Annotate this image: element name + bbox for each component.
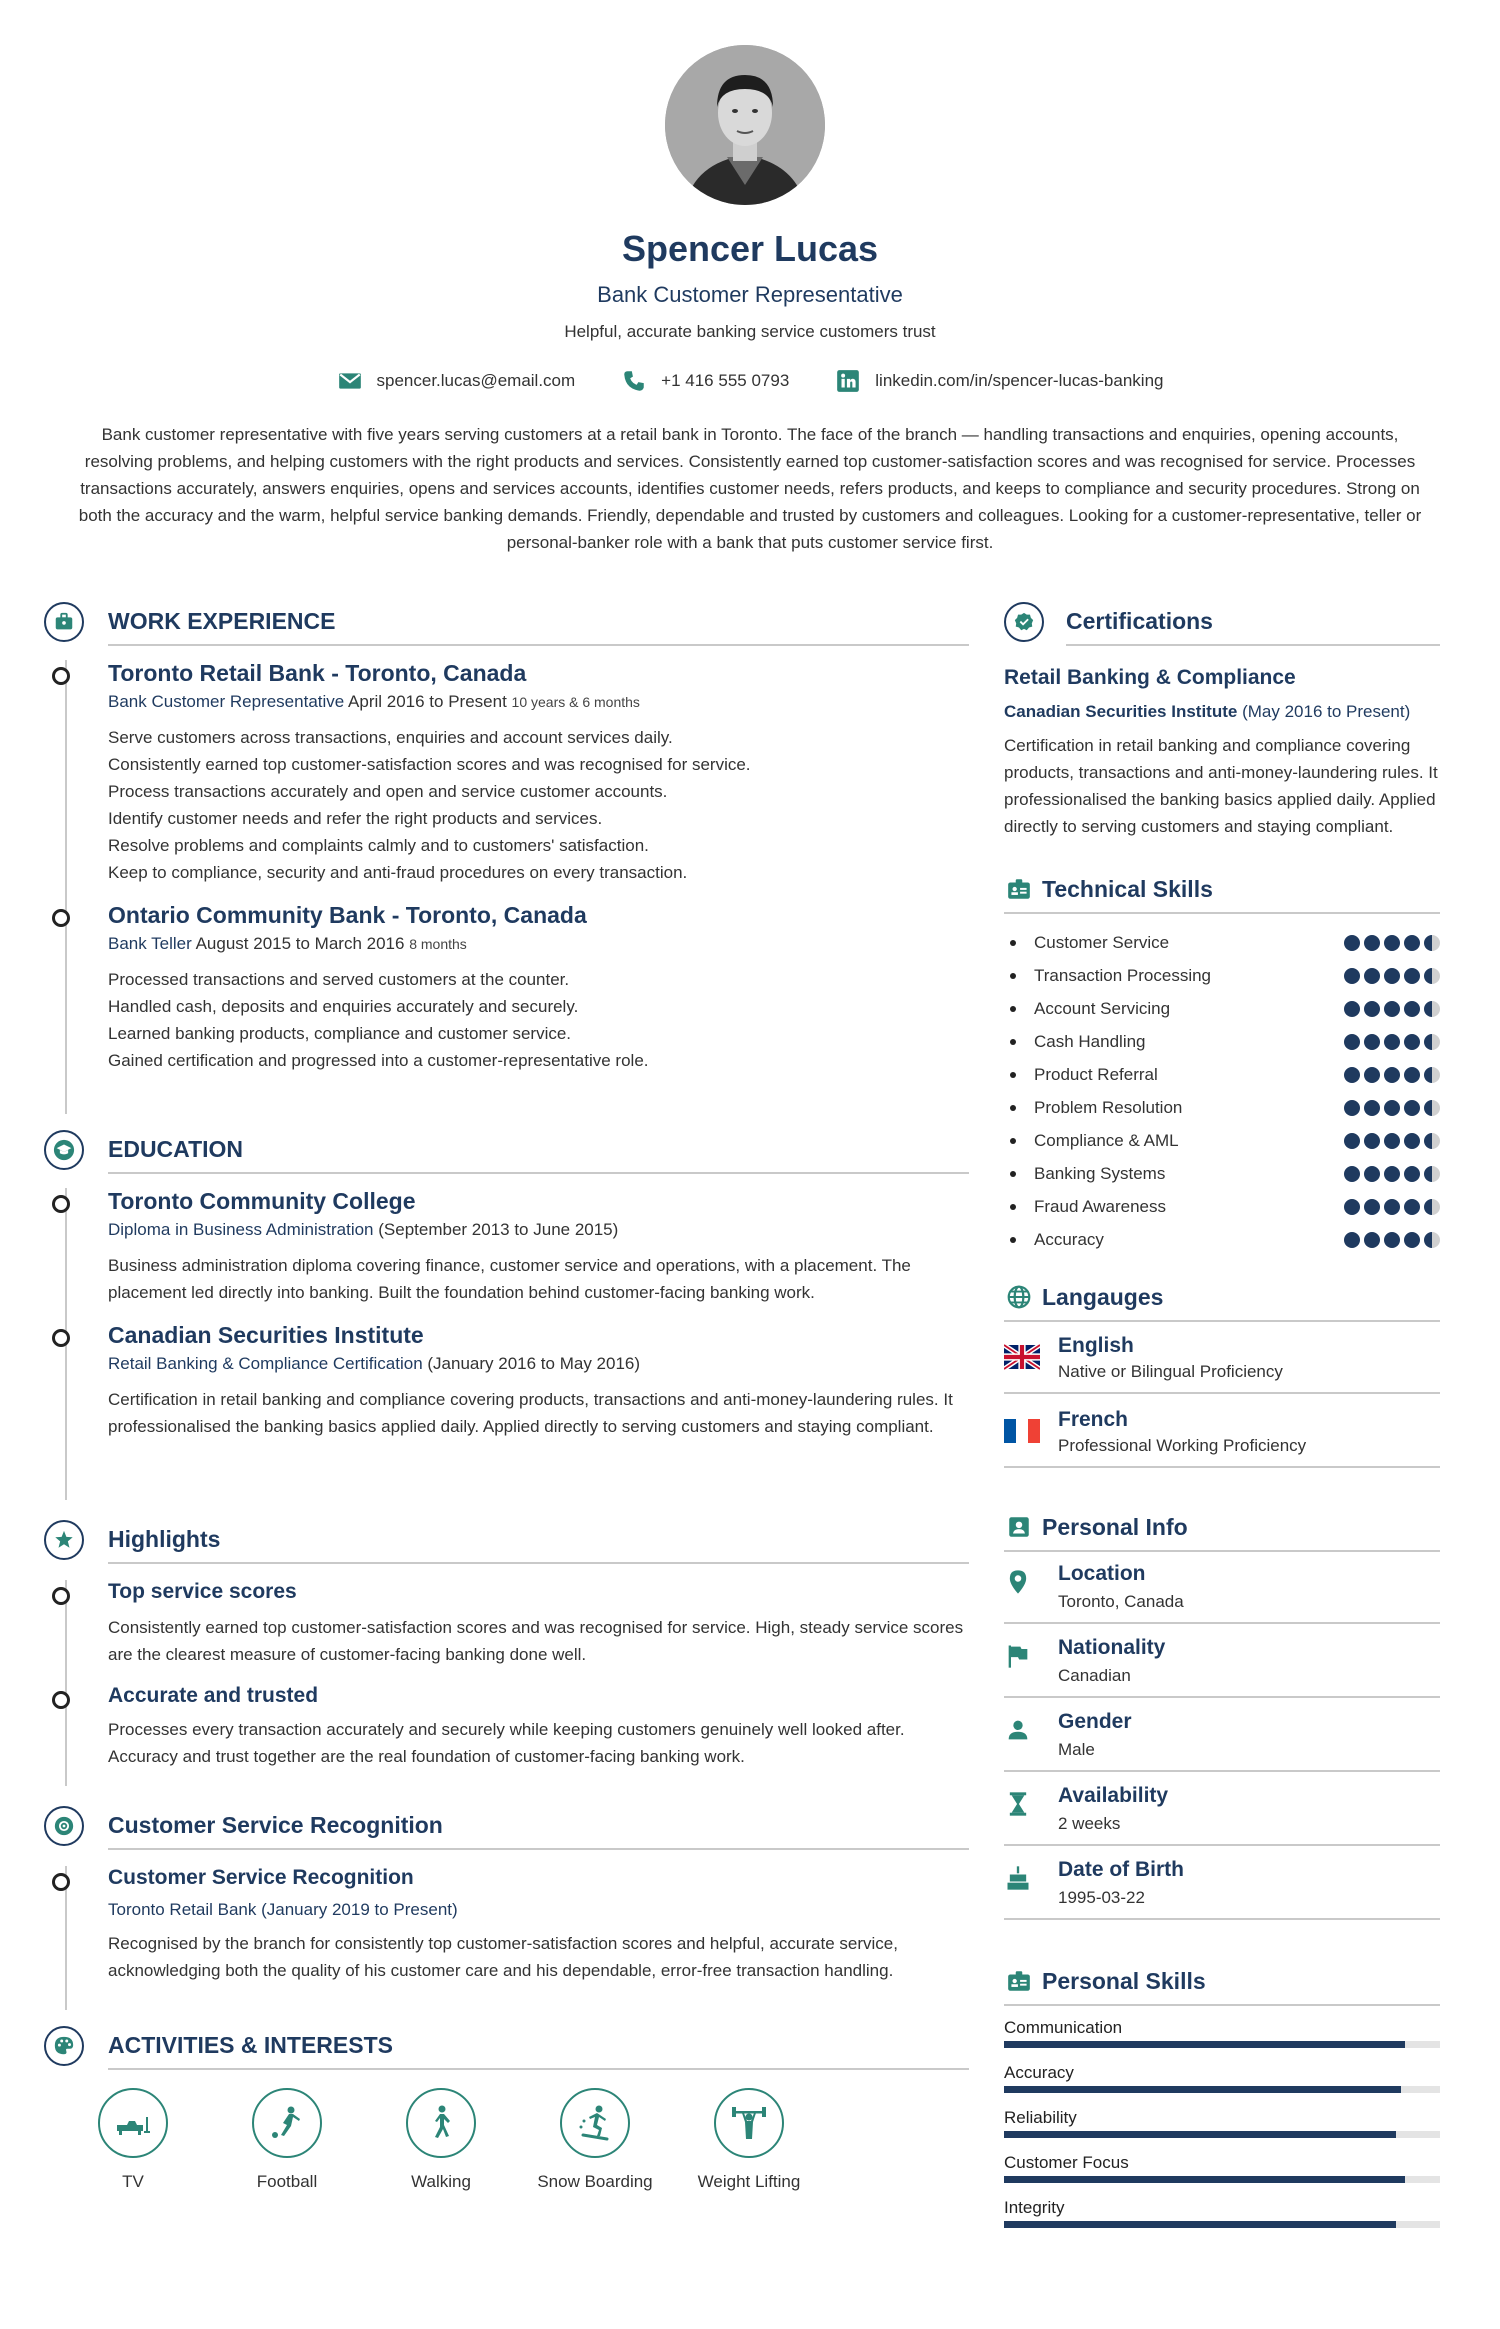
activity-item (518, 2088, 672, 2192)
education-meta (108, 1354, 969, 1374)
timeline-dot (52, 667, 70, 685)
language-level: Professional Working Proficiency (1058, 1436, 1307, 1455)
duty-item: Handled cash, deposits and enquiries accurately and securely. (108, 997, 579, 1016)
rating-dot (1344, 1034, 1360, 1050)
skill-bar-fill (1004, 2131, 1396, 2138)
personal-info-item (1004, 1698, 1440, 1772)
section-title: WORK EXPERIENCE (108, 608, 336, 634)
contact-card-icon (1004, 1512, 1034, 1542)
section-title: Personal Skills (1042, 1968, 1206, 1994)
rating-dot (1364, 1001, 1380, 1017)
profile-photo (665, 45, 825, 205)
divider (108, 1562, 969, 1564)
certification-org: Canadian Securities Institute (1004, 702, 1238, 721)
degree: Retail Banking & Compliance Certification (108, 1354, 423, 1373)
skill-bar-fill (1004, 2041, 1405, 2048)
info-label: Date of Birth (1058, 1858, 1184, 1881)
weight-lifting-icon (714, 2088, 784, 2158)
activity-label: Football (256, 2172, 318, 2191)
job-dates: August 2015 to March 2016 (195, 934, 405, 953)
skill-rating (1344, 1100, 1440, 1116)
skill-row (1004, 1223, 1440, 1256)
rating-dot (1344, 935, 1360, 951)
divider (1004, 2004, 1440, 2006)
certificate-badge-icon (1004, 602, 1044, 642)
rating-dot (1344, 1199, 1360, 1215)
email-contact[interactable] (337, 368, 576, 394)
highlight-text: Consistently earned top customer-satisfaction scores and was recognised for service. High, steady service scores are the clearest measure of customer-facing banking done well. (108, 1618, 964, 1664)
job-duration: 8 months (409, 936, 467, 952)
rating-dot (1404, 1133, 1420, 1149)
rating-dot (1424, 1199, 1440, 1215)
company-name: Ontario Community Bank - Toronto, Canada (108, 902, 587, 928)
rating-dot (1384, 1232, 1400, 1248)
personal-skill (1004, 2198, 1440, 2229)
duty-item: Resolve problems and complaints calmly and to customers' satisfaction. (108, 836, 649, 855)
certification-meta (1004, 702, 1440, 722)
skill-name: Account Servicing (1004, 999, 1170, 1019)
skill-row (1004, 926, 1440, 959)
highlight-text: Processes every transaction accurately and securely while keeping customers genuinely well looked after. Accuracy and trust together are the real foundation of customer-facing banking work. (108, 1720, 905, 1766)
rating-dot (1364, 1166, 1380, 1182)
flag-icon (1004, 1642, 1032, 1670)
personal-skill (1004, 2108, 1440, 2139)
rating-dot (1364, 1232, 1380, 1248)
uk-flag-icon (1004, 1344, 1040, 1370)
activity-item (672, 2088, 826, 2192)
info-value: 2 weeks (1058, 1814, 1121, 1833)
duty-item: Gained certification and progressed into a customer-representative role. (108, 1051, 649, 1070)
rating-dot (1384, 1067, 1400, 1083)
education-entry (108, 1188, 969, 1306)
job-dates: April 2016 to Present (348, 692, 507, 711)
recognition-org: Toronto Retail Bank (108, 1900, 257, 1919)
highlights-section (44, 1520, 969, 1786)
skill-name: Fraud Awareness (1004, 1197, 1166, 1217)
recognition-entry (108, 1866, 969, 1984)
timeline-dot (52, 909, 70, 927)
activity-item (56, 2088, 210, 2192)
personal-skill (1004, 2063, 1440, 2094)
school-name: Canadian Securities Institute (108, 1322, 424, 1348)
rating-dot (1364, 968, 1380, 984)
duty-item: Process transactions accurately and open and service customer accounts. (108, 782, 668, 801)
rating-dot (1424, 1133, 1440, 1149)
rating-dot (1384, 1100, 1400, 1116)
divider (108, 2068, 969, 2070)
rating-dot (1404, 1034, 1420, 1050)
divider (108, 1848, 969, 1850)
duty-item: Identify customer needs and refer the right products and services. (108, 809, 603, 828)
job-meta (108, 934, 969, 954)
education-entry (108, 1322, 969, 1440)
star-badge-icon (44, 1520, 84, 1560)
languages-section (1004, 1276, 1440, 1468)
personal-skill-name: Communication (1004, 2018, 1123, 2037)
skill-name: Transaction Processing (1004, 966, 1211, 986)
info-label: Gender (1058, 1710, 1132, 1733)
section-title: ACTIVITIES & INTERESTS (108, 2032, 393, 2058)
skill-row (1004, 1124, 1440, 1157)
personal-info-item (1004, 1772, 1440, 1846)
rating-dot (1344, 1067, 1360, 1083)
profile-summary: Bank customer representative with five years serving customers at a retail bank in Toronto. The face of the branch — handling transactions and enquiries, opening accounts, resolving problems, and helping customers with the right products and services. Consistently earned top customer-satisfaction scores and was recognised for service. Processes transactions accurately, answers enquiries, opens and services accounts, identifies customer needs, refers products, and keeps to compliance and security procedures. Strong on both the accuracy and the warm, helpful service banking demands. Friendly, dependable and trusted by customers and colleagues. Looking for a customer-representative, teller or personal-banker role with a bank that puts customer service first. (78, 425, 1422, 552)
section-title: EDUCATION (108, 1136, 244, 1162)
rating-dot (1344, 1232, 1360, 1248)
education-section (44, 1130, 969, 1500)
award-icon (44, 1806, 84, 1846)
company-name: Toronto Retail Bank - Toronto, Canada (108, 660, 527, 686)
skill-row (1004, 1058, 1440, 1091)
highlight-entry (108, 1684, 969, 1770)
job-title: Bank Customer Representative (597, 282, 903, 307)
personal-info-section (1004, 1506, 1440, 1920)
skill-rating (1344, 1034, 1440, 1050)
skill-row (1004, 959, 1440, 992)
activity-label: Walking (411, 2172, 471, 2191)
person-icon (1004, 1716, 1032, 1744)
language-item (1004, 1394, 1440, 1468)
rating-dot (1404, 1067, 1420, 1083)
right-column (1004, 602, 1440, 2229)
rating-dot (1404, 1001, 1420, 1017)
skill-bar (1004, 2041, 1440, 2048)
recognition-meta (108, 1900, 969, 1920)
rating-dot (1424, 935, 1440, 951)
highlight-title: Accurate and trusted (108, 1684, 319, 1707)
rating-dot (1424, 1232, 1440, 1248)
france-flag-icon (1004, 1418, 1040, 1444)
info-value: Canadian (1058, 1666, 1131, 1685)
snowboarding-icon (560, 2088, 630, 2158)
tagline: Helpful, accurate banking service customers trust (564, 322, 936, 341)
education-meta (108, 1220, 969, 1240)
skill-rating (1344, 1133, 1440, 1149)
rating-dot (1344, 1133, 1360, 1149)
palette-icon (44, 2026, 84, 2066)
degree: Diploma in Business Administration (108, 1220, 374, 1239)
email-text[interactable]: spencer.lucas@email.com (376, 371, 576, 390)
skill-name: Compliance & AML (1004, 1131, 1179, 1151)
rating-dot (1344, 1100, 1360, 1116)
timeline-dot (52, 1195, 70, 1213)
linkedin-icon (835, 368, 861, 394)
education-description: Certification in retail banking and compliance covering products, transactions and anti-money-laundering rules. It professionalised the banking basics applied daily. Applied directly to serving customers and staying compliant. (108, 1390, 953, 1436)
personal-info-item (1004, 1550, 1440, 1624)
skill-row (1004, 992, 1440, 1025)
recognition-title: Customer Service Recognition (108, 1866, 414, 1889)
job-role: Bank Teller (108, 934, 192, 953)
timeline-line (65, 1580, 67, 1786)
language-name: English (1058, 1334, 1134, 1357)
info-label: Nationality (1058, 1636, 1166, 1659)
tv-icon (98, 2088, 168, 2158)
walking-icon (406, 2088, 476, 2158)
skill-row (1004, 1025, 1440, 1058)
education-description: Business administration diploma covering finance, customer service and operations, with a placement. The placement led directly into banking. Built the foundation behind customer-facing banking work. (108, 1256, 911, 1302)
rating-dot (1384, 968, 1400, 984)
language-name: French (1058, 1408, 1129, 1431)
rating-dot (1364, 1199, 1380, 1215)
timeline-dot (52, 1329, 70, 1347)
rating-dot (1424, 1001, 1440, 1017)
skill-rating (1344, 968, 1440, 984)
certification-dates: (May 2016 to Present) (1242, 702, 1411, 721)
activity-item (210, 2088, 364, 2192)
rating-dot (1364, 1100, 1380, 1116)
activity-label: Snow Boarding (537, 2172, 653, 2191)
skill-bar (1004, 2176, 1440, 2183)
skill-name: Problem Resolution (1004, 1098, 1182, 1118)
contact-bar (0, 368, 1500, 394)
linkedin-text[interactable]: linkedin.com/in/spencer-lucas-banking (875, 371, 1164, 390)
skill-bar (1004, 2086, 1440, 2093)
duty-item: Processed transactions and served customers at the counter. (108, 970, 570, 989)
section-title: Certifications (1066, 608, 1213, 634)
rating-dot (1404, 1166, 1420, 1182)
personal-skill-name: Reliability (1004, 2108, 1077, 2127)
job-duration: 10 years & 6 months (511, 694, 640, 710)
info-label: Location (1058, 1562, 1146, 1585)
timeline-dot (52, 1873, 70, 1891)
job-duties (108, 966, 969, 1074)
linkedin-contact[interactable] (835, 368, 1163, 394)
certification-title: Retail Banking & Compliance (1004, 666, 1296, 689)
certification-text: Certification in retail banking and compliance covering products, transactions and anti-money-laundering rules. It professionalised the banking basics applied daily. Applied directly to serving customers and staying compliant. (1004, 736, 1438, 836)
skill-rating (1344, 1001, 1440, 1017)
id-badge-icon (1004, 874, 1034, 904)
activities-section (44, 2026, 969, 2192)
education-dates: (January 2016 to May 2016) (427, 1354, 641, 1373)
football-icon (252, 2088, 322, 2158)
rating-dot (1404, 935, 1420, 951)
globe-icon (1004, 1282, 1034, 1312)
school-name: Toronto Community College (108, 1188, 416, 1214)
rating-dot (1424, 968, 1440, 984)
skill-row (1004, 1190, 1440, 1223)
phone-text[interactable]: +1 416 555 0793 (661, 371, 790, 390)
duty-item: Keep to compliance, security and anti-fraud procedures on every transaction. (108, 863, 688, 882)
activity-label: Weight Lifting (697, 2172, 801, 2191)
rating-dot (1364, 1034, 1380, 1050)
technical-skills-list (1004, 926, 1440, 1256)
rating-dot (1384, 1001, 1400, 1017)
rating-dot (1384, 1034, 1400, 1050)
skill-name: Cash Handling (1004, 1032, 1146, 1052)
rating-dot (1344, 968, 1360, 984)
rating-dot (1424, 1067, 1440, 1083)
personal-skills-section (1004, 1960, 1440, 2229)
phone-contact[interactable] (621, 368, 789, 394)
skill-bar (1004, 2131, 1440, 2138)
rating-dot (1404, 968, 1420, 984)
personal-skill-name: Integrity (1004, 2198, 1065, 2217)
duty-item: Consistently earned top customer-satisfaction scores and was recognised for service. (108, 755, 751, 774)
recognition-text: Recognised by the branch for consistently top customer-satisfaction scores and helpful, accurate service, acknowledging both the quality of his customer care and his dependable, error-free transaction handling. (108, 1934, 898, 1980)
skill-bar-fill (1004, 2176, 1405, 2183)
timeline-dot (52, 1691, 70, 1709)
duty-item: Serve customers across transactions, enquiries and account services daily. (108, 728, 673, 747)
divider (108, 644, 969, 646)
education-dates: (September 2013 to June 2015) (378, 1220, 619, 1239)
rating-dot (1364, 1133, 1380, 1149)
section-title: Customer Service Recognition (108, 1812, 443, 1838)
rating-dot (1384, 935, 1400, 951)
personal-skill (1004, 2153, 1440, 2184)
personal-info-item (1004, 1846, 1440, 1920)
email-icon (337, 368, 363, 394)
section-title: Langauges (1042, 1284, 1164, 1310)
skill-rating (1344, 1166, 1440, 1182)
recognition-dates: (January 2019 to Present) (261, 1900, 458, 1919)
job-role: Bank Customer Representative (108, 692, 345, 711)
skill-name: Product Referral (1004, 1065, 1158, 1085)
skill-bar-fill (1004, 2221, 1396, 2228)
rating-dot (1384, 1133, 1400, 1149)
skill-name: Accuracy (1004, 1230, 1104, 1250)
info-label: Availability (1058, 1784, 1169, 1807)
personal-info-item (1004, 1624, 1440, 1698)
job-duties (108, 724, 969, 886)
rating-dot (1364, 935, 1380, 951)
work-experience-section (44, 602, 969, 1114)
rating-dot (1404, 1199, 1420, 1215)
certifications-section (1004, 602, 1440, 840)
personal-skill-name: Customer Focus (1004, 2153, 1129, 2172)
section-title: Highlights (108, 1526, 221, 1552)
rating-dot (1424, 1034, 1440, 1050)
graduation-cap-icon (44, 1130, 84, 1170)
personal-skill (1004, 2018, 1440, 2049)
activity-item (364, 2088, 518, 2192)
cake-icon (1004, 1864, 1032, 1892)
job-entry (108, 660, 969, 886)
activities-list (44, 2088, 969, 2192)
skill-rating (1344, 1232, 1440, 1248)
rating-dot (1384, 1199, 1400, 1215)
recognition-section (44, 1806, 969, 2010)
personal-skills-list (1004, 2018, 1440, 2229)
divider (108, 1172, 969, 1174)
skill-rating (1344, 935, 1440, 951)
divider (1004, 912, 1440, 914)
hourglass-icon (1004, 1790, 1032, 1818)
id-badge-icon (1004, 1966, 1034, 1996)
skill-rating (1344, 1199, 1440, 1215)
skill-name: Banking Systems (1004, 1164, 1165, 1184)
location-pin-icon (1004, 1568, 1032, 1596)
highlight-title: Top service scores (108, 1580, 297, 1603)
duty-item: Learned banking products, compliance and customer service. (108, 1024, 572, 1043)
job-entry (108, 902, 969, 1074)
highlight-entry (108, 1580, 969, 1668)
candidate-name: Spencer Lucas (621, 228, 879, 269)
info-value: 1995-03-22 (1058, 1888, 1145, 1907)
rating-dot (1344, 1166, 1360, 1182)
job-meta (108, 692, 969, 712)
skill-row (1004, 1157, 1440, 1190)
rating-dot (1424, 1100, 1440, 1116)
rating-dot (1384, 1166, 1400, 1182)
skill-bar-fill (1004, 2086, 1401, 2093)
info-value: Male (1058, 1740, 1095, 1759)
avatar (665, 45, 825, 205)
language-item (1004, 1320, 1440, 1394)
skill-row (1004, 1091, 1440, 1124)
skill-name: Customer Service (1004, 933, 1169, 953)
rating-dot (1404, 1100, 1420, 1116)
rating-dot (1364, 1067, 1380, 1083)
skill-rating (1344, 1067, 1440, 1083)
phone-icon (621, 368, 647, 394)
activity-label: TV (122, 2172, 144, 2191)
section-title: Personal Info (1042, 1514, 1188, 1540)
language-level: Native or Bilingual Proficiency (1058, 1362, 1283, 1381)
rating-dot (1344, 1001, 1360, 1017)
technical-skills-section (1004, 868, 1440, 1256)
briefcase-icon (44, 602, 84, 642)
left-column (44, 602, 969, 2192)
divider (1066, 644, 1440, 646)
personal-skill-name: Accuracy (1004, 2063, 1074, 2082)
section-title: Technical Skills (1042, 876, 1213, 902)
timeline-line (65, 660, 67, 1114)
rating-dot (1404, 1232, 1420, 1248)
rating-dot (1424, 1166, 1440, 1182)
timeline-dot (52, 1587, 70, 1605)
info-value: Toronto, Canada (1058, 1592, 1184, 1611)
skill-bar (1004, 2221, 1440, 2228)
